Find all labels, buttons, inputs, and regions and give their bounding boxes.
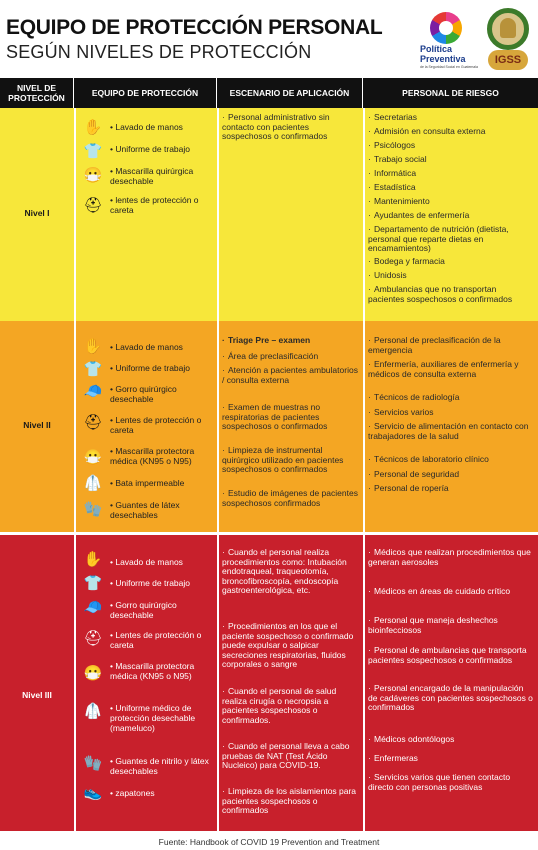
personnel-item: · Admisión en consulta externa bbox=[368, 126, 486, 136]
surgical-cap-icon: 🧢 bbox=[83, 383, 103, 400]
equipment-item: • Uniforme de trabajo bbox=[110, 363, 190, 373]
scenario-item: · Personal administrativo sin contacto con pacientes sospechosos o confirmados bbox=[222, 112, 330, 141]
personnel-item: · Mantenimiento bbox=[368, 196, 430, 206]
uniform-icon: 👕 bbox=[83, 575, 103, 592]
equipment-item: • Uniforme de trabajo bbox=[110, 578, 190, 588]
equipment-item: • Guantes de nitrilo y látex desechables bbox=[110, 756, 209, 776]
equipment-item: • Bata impermeable bbox=[110, 478, 185, 488]
personnel-item: · Técnicos de radiología bbox=[368, 392, 460, 402]
scenario-item: · Procedimientos en los que el paciente sospechoso o confirmado puede expulsar o salpicar secreciones respiratorias, fluidos corporales o sangre bbox=[222, 621, 354, 669]
personnel-item: · Técnicos de laboratorio clínico bbox=[368, 454, 489, 464]
igss-logo bbox=[483, 6, 533, 72]
scenario-item: · Atención a pacientes ambulatorios / consulta externa bbox=[222, 365, 358, 385]
scenario-item: · Limpieza de los aislamientos para pacientes sospechosos o confirmados bbox=[222, 786, 357, 815]
equipment-item: • Lavado de manos bbox=[110, 342, 183, 352]
logo-text-line1: Política bbox=[420, 44, 453, 54]
level-name: Nivel III bbox=[22, 690, 52, 700]
col-header-equipo: EQUIPO DE PROTECCIÓN bbox=[74, 78, 217, 108]
igss-logo-text: IGSS bbox=[488, 50, 528, 70]
logo-text-line3: de la Seguridad Social en Guatemala bbox=[420, 65, 478, 69]
personnel-item: · Bodega y farmacia bbox=[368, 256, 445, 266]
scenario-item: · Cuando el personal lleva a cabo pruebas de NAT (Test Ácido Nucleico) para COVID-19. bbox=[222, 741, 350, 770]
hand-wash-icon: ✋ bbox=[83, 338, 103, 355]
bell-icon bbox=[500, 18, 516, 38]
respirator-icon: 😷 bbox=[83, 665, 103, 682]
equipment-item: • Guantes de látex desechables bbox=[110, 500, 180, 520]
personnel-item: · Informática bbox=[368, 168, 417, 178]
respirator-icon: 😷 bbox=[83, 449, 103, 466]
page-title: EQUIPO DE PROTECCIÓN PERSONAL bbox=[6, 16, 383, 39]
surgical-mask-icon: 😷 bbox=[83, 167, 103, 184]
personnel-item: · Personal de preclasificación de la emergencia bbox=[368, 335, 501, 355]
gown-icon: 🥼 bbox=[83, 475, 103, 492]
personnel-item: · Personal de seguridad bbox=[368, 469, 460, 479]
equipment-item: • Uniforme de trabajo bbox=[110, 144, 190, 154]
equipment-item: • Gorro quirúrgico desechable bbox=[110, 600, 177, 620]
page-subtitle: SEGÚN NIVELES DE PROTECCIÓN bbox=[6, 42, 312, 62]
personnel-item: · Personal encargado de la manipulación de cadáveres con pacientes sospechosos o confirmados bbox=[368, 683, 533, 712]
personnel-item: · Ambulancias que no transportan pacientes sospechosos o confirmados bbox=[368, 284, 513, 304]
uniform-icon: 👕 bbox=[83, 143, 103, 160]
personnel-item: · Personal que maneja deshechos bioinfecciosos bbox=[368, 615, 498, 635]
hand-wash-icon: ✋ bbox=[83, 119, 103, 136]
politica-preventiva-logo bbox=[418, 8, 480, 72]
col-header-escenario: ESCENARIO DE APLICACIÓN bbox=[217, 78, 363, 108]
level-name: Nivel II bbox=[23, 420, 51, 430]
personnel-item: · Personal de ambulancias que transporta pacientes sospechosos o confirmados bbox=[368, 645, 527, 665]
column-divider bbox=[363, 108, 365, 831]
equipment-item: • Lavado de manos bbox=[110, 122, 183, 132]
surgical-cap-icon: 🧢 bbox=[83, 599, 103, 616]
logo-text-line2: Preventiva bbox=[420, 54, 466, 64]
personnel-item: · Unidosis bbox=[368, 270, 407, 280]
page-header bbox=[0, 0, 538, 74]
personnel-item: · Psicólogos bbox=[368, 140, 416, 150]
equipment-item: • Mascarilla protectora médica (KN95 o N95) bbox=[110, 446, 195, 466]
column-divider bbox=[74, 108, 76, 831]
personnel-item: · Ayudantes de enfermería bbox=[368, 210, 470, 220]
personnel-item: · Médicos odontólogos bbox=[368, 734, 455, 744]
shoe-covers-icon: 👟 bbox=[83, 784, 103, 801]
personnel-item: · Servicios varios bbox=[368, 407, 434, 417]
scenario-item: · Cuando el personal realiza procedimientos como: Intubación endotraqueal, traqueotomía, broncofibroscopía, endoscopía gastroenterológica, etc. bbox=[222, 547, 347, 595]
equipment-item: • Uniforme médico de protección desechable (mameluco) bbox=[110, 703, 196, 733]
equipment-item: • zapatones bbox=[110, 788, 155, 798]
uniform-icon: 👕 bbox=[83, 361, 103, 378]
col-header-personal: PERSONAL DE RIESGO bbox=[363, 78, 538, 108]
equipment-item: • Lentes de protección o careta bbox=[110, 630, 202, 650]
ring-logo-icon bbox=[430, 12, 462, 44]
gloves-icon: 🧤 bbox=[83, 755, 103, 772]
gloves-icon: 🧤 bbox=[83, 501, 103, 518]
personnel-item: · Servicio de alimentación en contacto con trabajadores de la salud bbox=[368, 421, 529, 441]
personnel-item: · Servicios varios que tienen contacto directo con personas positivas bbox=[368, 772, 511, 792]
personnel-item: · Departamento de nutrición (dietista, personal que reparte dietas en encamamientos) bbox=[368, 224, 509, 253]
face-shield-icon: ⛑ bbox=[83, 197, 103, 214]
personnel-item: · Enfermeras bbox=[368, 753, 418, 763]
scenario-item: · Cuando el personal de salud realiza cirugía o necropsia a pacientes sospechosos o confirmados. bbox=[222, 686, 337, 725]
scenario-item: · Examen de muestras no respiratorias de pacientes sospechosos o confirmados bbox=[222, 402, 328, 431]
face-shield-icon: ⛑ bbox=[83, 414, 103, 431]
personnel-item: · Estadística bbox=[368, 182, 416, 192]
equipment-item: • Lentes de protección o careta bbox=[110, 415, 202, 435]
equipment-item: • Lavado de manos bbox=[110, 557, 183, 567]
col-header-nivel: NIVEL DE PROTECCIÓN bbox=[0, 78, 74, 108]
face-shield-icon: ⛑ bbox=[83, 630, 103, 647]
coverall-icon: 🥼 bbox=[83, 703, 103, 720]
personnel-item: · Trabajo social bbox=[368, 154, 427, 164]
level-name: Nivel I bbox=[24, 208, 50, 218]
equipment-item: • Gorro quirúrgico desechable bbox=[110, 384, 177, 404]
scenario-item: · Estudio de imágenes de pacientes sospechosos confirmados bbox=[222, 488, 358, 508]
personnel-item: · Secretarias bbox=[368, 112, 417, 122]
scenario-item: · Limpieza de instrumental quirúrgico utilizado en pacientes sospechosos o confirmados bbox=[222, 445, 344, 474]
equipment-item: • Mascarilla protectora médica (KN95 o N95) bbox=[110, 661, 195, 681]
personnel-item: · Médicos en áreas de cuidado crítico bbox=[368, 586, 511, 596]
scenario-item: · Triage Pre – examen bbox=[222, 335, 311, 345]
personnel-item: · Personal de ropería bbox=[368, 483, 449, 493]
personnel-item: · Enfermería, auxiliares de enfermería y médicos de consulta externa bbox=[368, 359, 519, 379]
equipment-item: • lentes de protección o careta bbox=[110, 195, 199, 215]
equipment-item: • Mascarilla quirúrgica desechable bbox=[110, 166, 194, 186]
hand-wash-icon: ✋ bbox=[83, 551, 103, 568]
source-note: Fuente: Handbook of COVID 19 Prevention and Treatment bbox=[158, 837, 380, 847]
personnel-item: · Médicos que realizan procedimientos que generan aerosoles bbox=[368, 547, 531, 567]
scenario-item: · Área de preclasificación bbox=[222, 351, 319, 361]
